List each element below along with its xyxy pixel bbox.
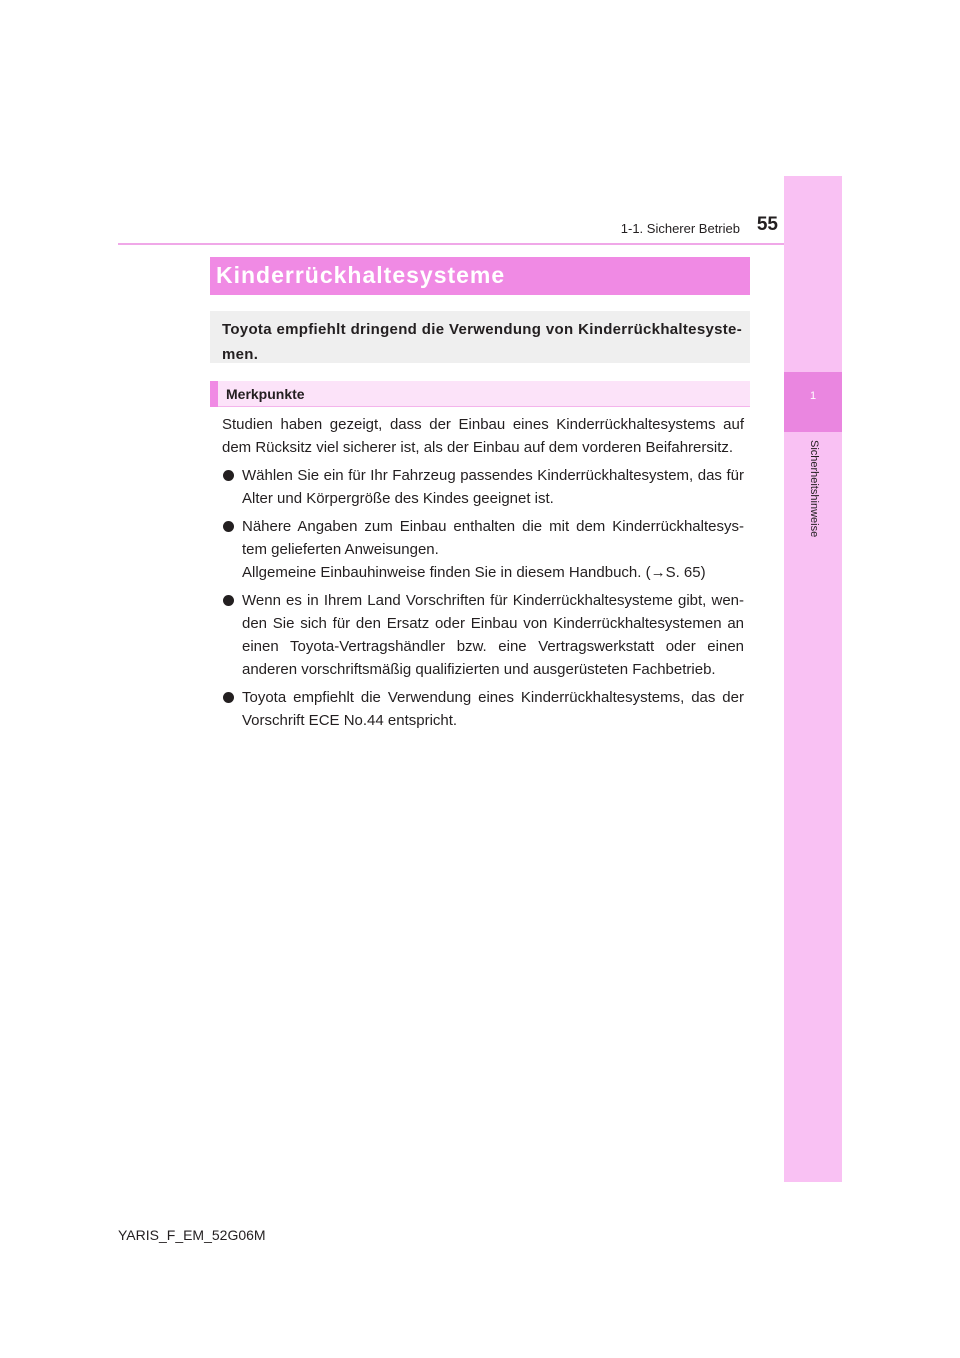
bullet-icon (223, 692, 234, 703)
subheading-accent (210, 381, 218, 407)
intro-text: Toyota empfiehlt dringend die Verwendung von Kinderrückhaltesyste-men. (222, 321, 742, 363)
bullet-icon (223, 470, 234, 481)
bullet-text: Wenn es in Ihrem Land Vorschriften für Kinderrückhaltesysteme gibt, wen-den Sie sich für den Ersatz oder Einbau von Kinderrückhaltesystemen an einen Toyota-Vertragshändler bzw. eine Vertragswerkstatt oder einen anderen vorschriftsmäßig qualifizierten und ausgerüsteten Fachbetrieb. (242, 592, 744, 678)
bullet-text: Toyota empfiehlt die Verwendung eines Kinderrückhaltesystems, das der Vorschrift ECE No.44 entspricht. (242, 689, 744, 729)
cross-reference-text: Allgemeine Einbauhinweise finden Sie in diesem Handbuch. (→S. 65) (242, 564, 706, 581)
body-paragraph: Studien haben gezeigt, dass der Einbau eines Kinderrückhaltesystems auf dem Rücksitz viel sicherer ist, als der Einbau auf dem vorderen Beifahrersitz. (222, 416, 744, 456)
body-text (222, 413, 744, 732)
bullet-text: Wählen Sie ein für Ihr Fahrzeug passendes Kinderrückhaltesystem, das für Alter und Körpergröße des Kindes geeignet ist. (242, 467, 744, 507)
document-code: YARIS_F_EM_52G06M (118, 1227, 266, 1243)
bullet-text: Nähere Angaben zum Einbau enthalten die mit dem Kinderrückhaltesys-tem gelieferten Anweisungen. (242, 518, 744, 558)
page-title: Kinderrückhaltesysteme (216, 262, 506, 288)
chapter-side-tab-active (784, 372, 842, 432)
bullet-icon (223, 595, 234, 606)
chapter-number: 1 (809, 390, 817, 402)
subheading: Merkpunkte (226, 386, 305, 402)
bullet-item (222, 515, 744, 584)
header-rule (118, 243, 784, 245)
subheading-underline (218, 406, 750, 407)
bullet-item (222, 464, 744, 510)
bullet-item (222, 589, 744, 681)
chapter-label: Sicherheitshinweise (808, 440, 820, 538)
chapter-side-tab (784, 176, 842, 1182)
bullet-item (222, 686, 744, 732)
bullet-icon (223, 521, 234, 532)
section-label: 1-1. Sicherer Betrieb (620, 221, 740, 236)
page-number: 55 (756, 214, 778, 235)
